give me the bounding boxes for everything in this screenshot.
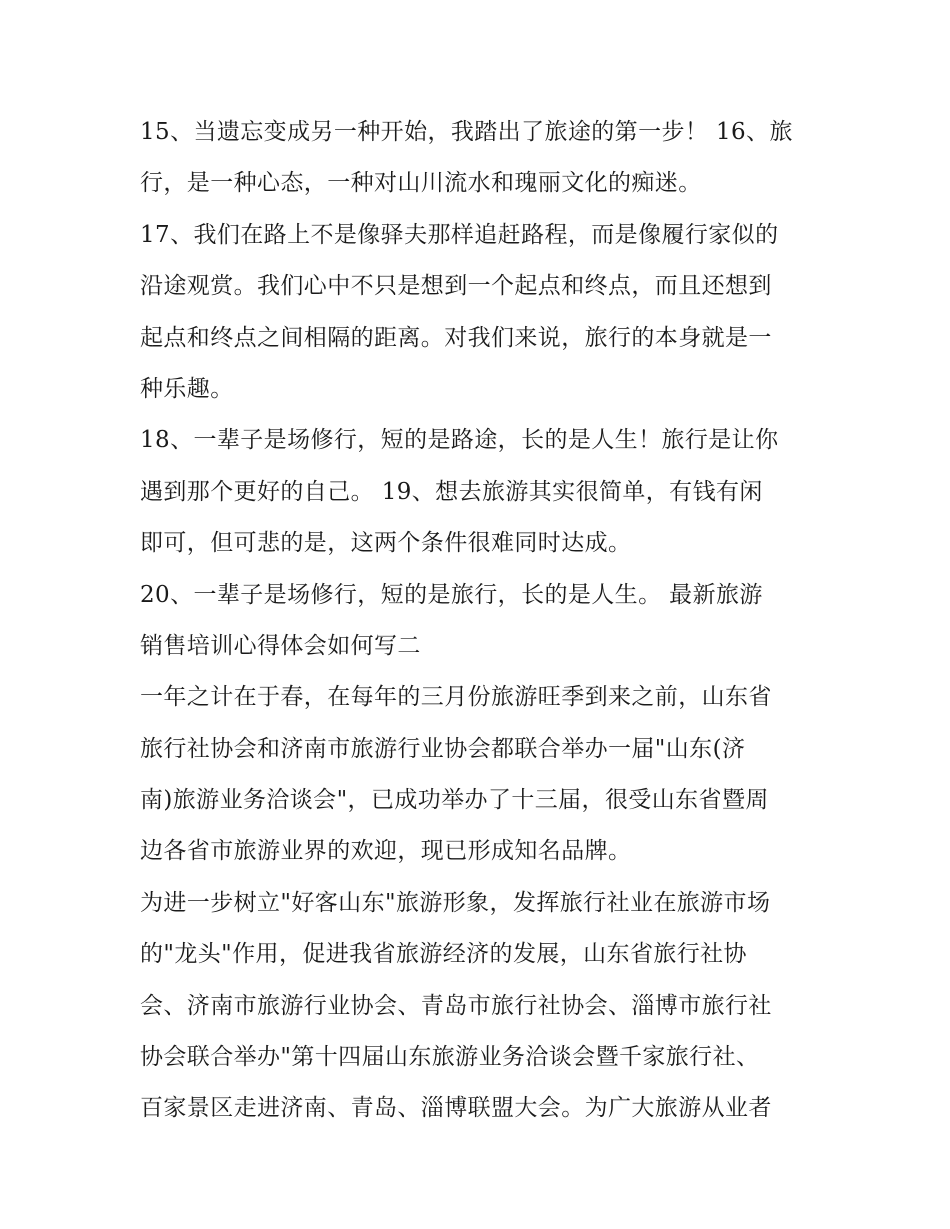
text-line: 一年之计在于春，在每年的三月份旅游旺季到来之前，山东省 (140, 684, 772, 711)
document-body-text (140, 107, 820, 1135)
text-line: 遇到那个更好的自己。 19、想去旅游其实很简单，有钱有闲 (140, 478, 763, 505)
text-line: 起点和终点之间相隔的距离。对我们来说，旅行的本身就是一 (140, 324, 772, 351)
text-line: 15、当遗忘变成另一种开始，我踏出了旅途的第一步！ 16、旅 (140, 119, 793, 145)
text-line: 种乐趣。 (140, 375, 234, 402)
text-line: 20、一辈子是场修行，短的是旅行，长的是人生。 最新旅游 (140, 581, 763, 608)
text-line: 百家景区走进济南、青岛、淄博联盟大会。为广大旅游从业者 (140, 1095, 772, 1122)
text-line: 沿途观赏。我们心中不只是想到一个起点和终点，而且还想到 (140, 273, 772, 300)
text-line: 协会联合举办"第十四届山东旅游业务洽谈会暨千家旅行社、 (140, 1044, 760, 1071)
text-line: 会、济南市旅游行业协会、青岛市旅行社协会、淄博市旅行社 (140, 992, 772, 1019)
text-line: 17、我们在路上不是像驿夫那样追赶路程，而是像履行家似的 (140, 221, 779, 248)
text-line: 南)旅游业务洽谈会"，已成功举办了十三届，很受山东省暨周 (140, 787, 769, 814)
text-line: 边各省市旅游业界的欢迎，现已形成知名品牌。 (140, 838, 632, 865)
text-line: 行，是一种心态，一种对山川流水和瑰丽文化的痴迷。 (140, 170, 702, 197)
text-line: 的"龙头"作用，促进我省旅游经济的发展，山东省旅行社协 (140, 941, 747, 968)
text-line: 即可，但可悲的是，这两个条件很难同时达成。 (140, 530, 632, 557)
text-line: 销售培训心得体会如何写二 (140, 632, 421, 659)
text-line: 为进一步树立"好客山东"旅游形象，发挥旅行社业在旅游市场 (140, 889, 771, 916)
text-line: 18、一辈子是场修行，短的是路途，长的是人生！旅行是让你 (140, 427, 779, 454)
text-line: 旅行社协会和济南市旅游行业协会都联合举办一届"山东(济 (140, 735, 746, 762)
